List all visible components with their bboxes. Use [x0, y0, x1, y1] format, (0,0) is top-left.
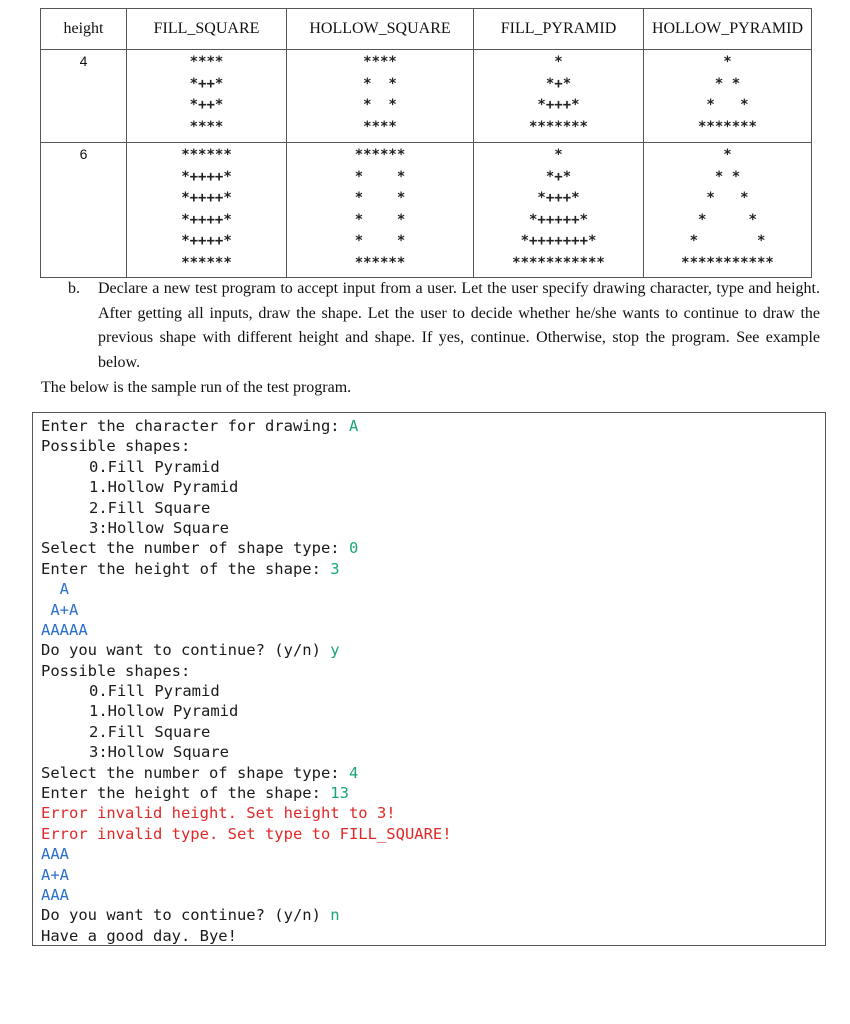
shape-line: * *	[714, 75, 741, 92]
error-message: Error invalid type. Set type to FILL_SQUARE!	[41, 824, 452, 843]
shape-line: *	[723, 54, 732, 70]
shape-option: 0.Fill Pyramid	[89, 682, 220, 701]
hollow-pyramid-cell	[644, 143, 812, 278]
shape-line: * *	[689, 233, 766, 250]
shape-line: ****	[189, 54, 224, 70]
sample-run-intro: The below is the sample run of the test program.	[41, 379, 352, 396]
console-line: Enter the height of the shape: 13	[41, 784, 349, 803]
shape-line: *++++*	[181, 233, 232, 250]
shape-line: * *	[354, 190, 406, 207]
header-fill-pyramid: FILL_PYRAMID	[474, 9, 644, 50]
shape-line: * *	[354, 211, 406, 228]
shape-line: * *	[363, 97, 397, 114]
shape-line: * *	[706, 190, 749, 207]
console-line: Enter the height of the shape: 3	[41, 559, 340, 578]
console-line: Select the number of shape type: 4	[41, 763, 359, 782]
shape-output: A+A	[41, 600, 79, 619]
shape-line: * *	[697, 211, 757, 228]
console-line: Have a good day. Bye!	[41, 926, 237, 945]
shape-option: 2.Fill Square	[89, 498, 211, 517]
fill-pyramid-cell	[474, 50, 644, 143]
user-input: 3	[330, 559, 340, 578]
console-line: Possible shapes:	[41, 437, 191, 456]
shape-line: *+*	[545, 168, 572, 185]
shape-output: AAA	[41, 885, 69, 904]
shape-option: 2.Fill Square	[89, 722, 211, 741]
table-row	[41, 50, 812, 143]
shape-line: *+++*	[537, 97, 580, 114]
shape-line: *++*	[189, 97, 224, 114]
header-fill-square: FILL_SQUARE	[127, 9, 287, 50]
shape-line: *	[554, 147, 563, 163]
header-hollow-pyramid: HOLLOW_PYRAMID	[644, 9, 812, 50]
console-line: Possible shapes:	[41, 661, 191, 680]
shape-option: 0.Fill Pyramid	[89, 457, 220, 476]
shape-line: *+++*	[537, 190, 580, 207]
user-input: n	[330, 906, 340, 925]
shape-art	[355, 143, 406, 275]
shape-output: A+A	[41, 865, 69, 884]
shape-line: *++++*	[181, 168, 232, 185]
fill-square-cell	[127, 143, 287, 278]
shape-art	[512, 143, 605, 275]
console-line: Do you want to continue? (y/n) n	[41, 906, 340, 925]
shape-line: ******	[181, 254, 232, 271]
user-input: 0	[348, 539, 359, 558]
hollow-square-cell	[287, 143, 474, 278]
console-line: Do you want to continue? (y/n) y	[41, 641, 340, 660]
table-row	[41, 143, 812, 278]
instruction-paragraph	[68, 277, 820, 375]
shape-art	[681, 143, 774, 275]
shape-line: *	[554, 54, 563, 70]
fill-square-cell	[127, 50, 287, 143]
table-header-row	[41, 9, 812, 50]
shape-line: *******	[528, 118, 588, 135]
shape-line: * *	[363, 75, 397, 92]
shape-line: *+++++++*	[520, 233, 597, 250]
shape-output: AAAAA	[41, 620, 88, 639]
shape-line: * *	[706, 97, 749, 114]
header-height: height	[41, 9, 127, 50]
shapes-table	[40, 8, 812, 278]
shape-line: ****	[363, 54, 397, 70]
shape-line: *+++++*	[528, 211, 588, 228]
hollow-square-cell	[287, 50, 474, 143]
shape-line: *+*	[545, 75, 572, 92]
console-sample-run	[32, 412, 826, 946]
fill-pyramid-cell	[474, 143, 644, 278]
shape-art	[181, 143, 232, 275]
shape-line: ****	[189, 118, 224, 135]
list-label: b.	[68, 280, 80, 297]
shape-line: * *	[354, 168, 406, 185]
shape-option: 1.Hollow Pyramid	[89, 702, 239, 721]
user-input: 13	[330, 784, 349, 803]
shape-art	[698, 50, 757, 138]
shape-line: * *	[354, 233, 406, 250]
shape-art	[529, 50, 588, 138]
console-line: Select the number of shape type: 0	[41, 539, 359, 558]
user-input: 4	[348, 763, 359, 782]
shape-line: *++++*	[181, 190, 232, 207]
shape-option: 3:Hollow Square	[89, 518, 229, 537]
shape-line: * *	[714, 168, 741, 185]
hollow-pyramid-cell	[644, 50, 812, 143]
header-hollow-square: HOLLOW_SQUARE	[287, 9, 474, 50]
shape-line: *	[723, 147, 732, 163]
shape-line: ****	[363, 118, 397, 135]
shape-line: ***********	[681, 254, 774, 271]
shape-line: *++*	[189, 75, 224, 92]
console-line: Enter the character for drawing: A	[41, 417, 359, 435]
shape-option: 3:Hollow Square	[89, 743, 229, 762]
shape-line: ******	[354, 147, 406, 163]
instruction-text: Declare a new test program to accept input from a user. Let the user specify drawing character, type and height. After getting all inputs, draw the shape. Let the user to decide whether he/she wants to continue to draw the previous shape with different height and shape. If yes, continue. Otherwise, stop the program. See example below.	[98, 280, 820, 371]
shape-line: ***********	[512, 254, 605, 271]
user-input: y	[330, 641, 340, 660]
shape-art	[363, 50, 397, 138]
height-value: 4	[41, 50, 127, 143]
shape-line: ******	[181, 147, 232, 163]
shape-output: AAA	[41, 845, 69, 864]
shape-line: ******	[354, 254, 406, 271]
shape-line: *******	[697, 118, 757, 135]
shape-art	[190, 50, 224, 138]
shape-line: *++++*	[181, 211, 232, 228]
shape-option: 1.Hollow Pyramid	[89, 478, 239, 497]
error-message: Error invalid height. Set height to 3!	[41, 804, 396, 823]
user-input: A	[348, 417, 359, 435]
shape-output: A	[41, 580, 69, 599]
height-value: 6	[41, 143, 127, 278]
